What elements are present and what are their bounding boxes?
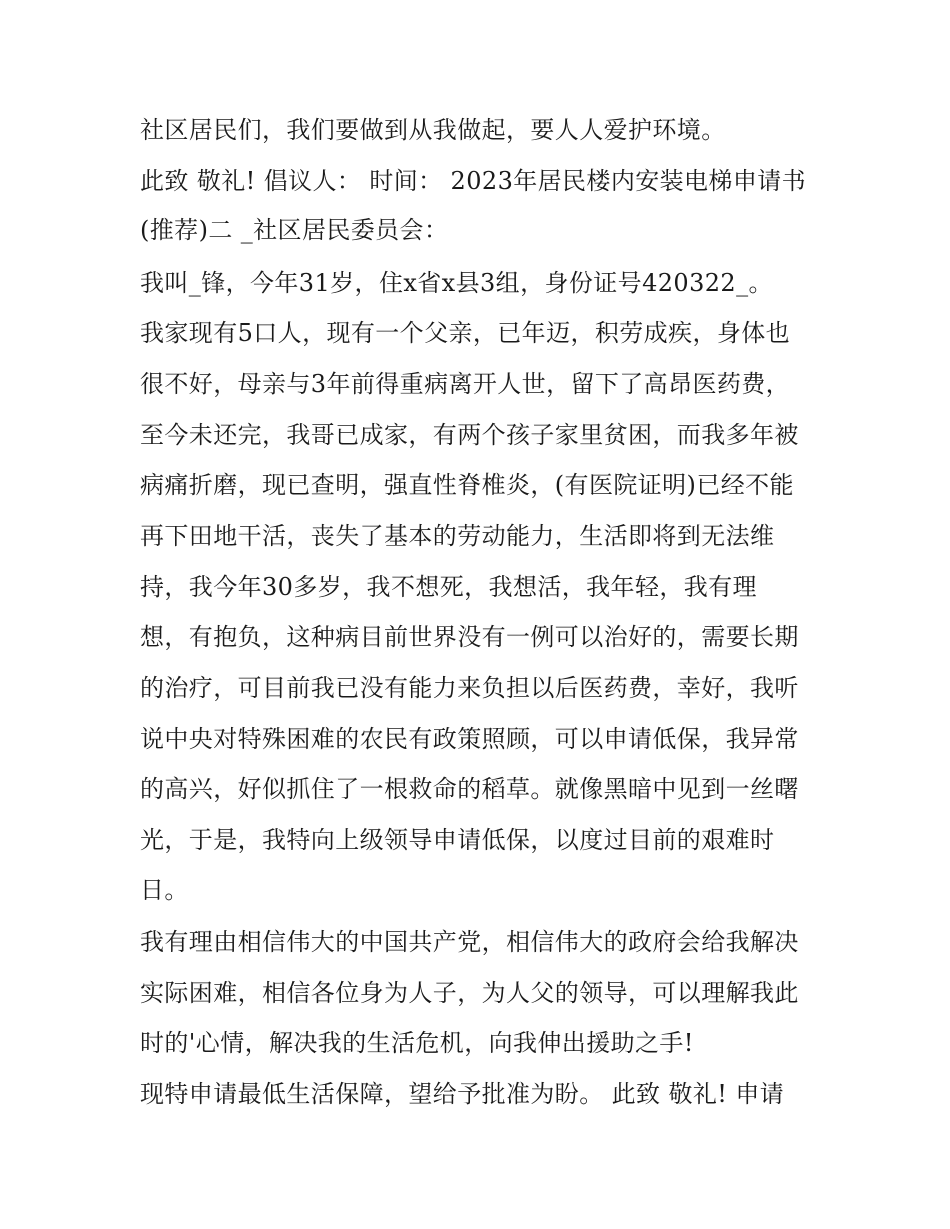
text-line-10: 持，我今年30多岁，我不想死，我想活，我年轻，我有理 <box>140 573 757 601</box>
text-line-17: 我有理由相信伟大的中国共产党，相信伟大的政府会给我解决 <box>140 928 799 956</box>
text-line-18: 实际困难，相信各位身为人子，为人父的领导，可以理解我此 <box>140 979 799 1007</box>
text-line-16: 日。 <box>140 876 189 904</box>
text-line-9: 再下田地干活，丧失了基本的劳动能力，生活即将到无法维 <box>140 522 775 550</box>
text-line-14: 的高兴，好似抓住了一根救命的稻草。就像黑暗中见到一丝曙 <box>140 775 799 803</box>
text-line-3: (推荐)二 _社区居民委员会： <box>140 216 449 244</box>
text-line-12: 的治疗，可目前我已没有能力来负担以后医药费，幸好，我听 <box>140 674 799 702</box>
text-line-15: 光，于是，我特向上级领导申请低保，以度过目前的艰难时 <box>140 826 775 854</box>
text-line-5: 我家现有5口人，现有一个父亲，已年迈，积劳成疾，身体也 <box>140 319 791 347</box>
text-line-19: 时的'心情，解决我的生活危机，向我伸出援助之手! <box>140 1029 694 1057</box>
text-line-4: 我叫_锋，今年31岁，住x省x县3组，身份证号420322_。 <box>140 269 773 297</box>
text-line-11: 想，有抱负，这种病目前世界没有一例可以治好的，需要长期 <box>140 623 799 651</box>
text-line-8: 病痛折磨，现已查明，强直性脊椎炎，(有医院证明)已经不能 <box>140 471 794 499</box>
text-line-1: 社区居民们，我们要做到从我做起，要人人爱护环境。 <box>140 116 726 144</box>
text-line-13: 说中央对特殊困难的农民有政策照顾，可以申请低保，我异常 <box>140 725 799 753</box>
text-line-7: 至今未还完，我哥已成家，有两个孩子家里贫困，而我多年被 <box>140 421 799 449</box>
text-line-20: 现特申请最低生活保障，望给予批准为盼。 此致 敬礼! 申请 <box>140 1080 785 1108</box>
text-line-6: 很不好，母亲与3年前得重病离开人世，留下了高昂医药费， <box>140 370 791 398</box>
text-line-2: 此致 敬礼! 倡议人： 时间： 2023年居民楼内安装电梯申请书 <box>140 167 807 195</box>
